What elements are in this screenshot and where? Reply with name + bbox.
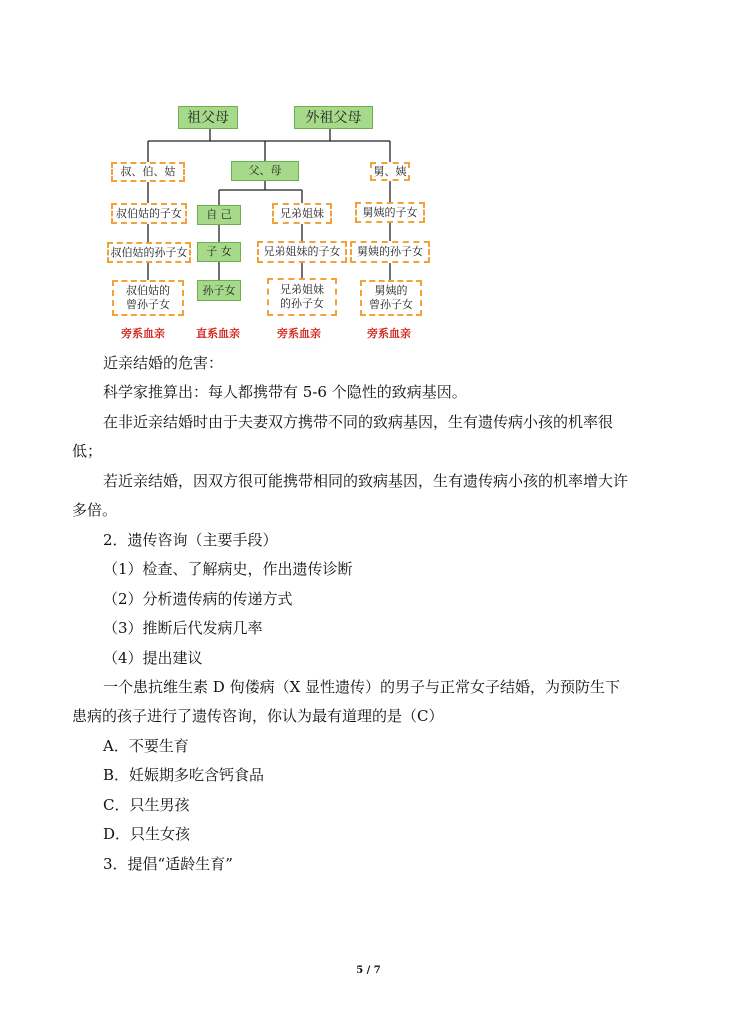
node-maternal-grandparents: 外祖父母 — [294, 106, 373, 129]
node-self: 自 己 — [197, 205, 241, 225]
option-c: C．只生男孩 — [103, 796, 190, 814]
node-maternal-grand-cousins: 舅姨的孙子女 — [350, 241, 430, 263]
question-line-2: 患病的孩子进行了遗传咨询，你认为最有道理的是（C） — [72, 707, 444, 725]
option-d: D．只生女孩 — [103, 825, 191, 843]
paragraph-consanguineous-1: 若近亲结婚，因双方很可能携带相同的致病基因，生有遗传病小孩的机率增大许 — [103, 472, 629, 490]
question-line-1: 一个患抗维生素 D 佝偻病（X 显性遗传）的男子与正常女子结婚，为预防生下 — [103, 678, 621, 696]
node-paternal-grand-cousins: 叔伯姑的孙子女 — [107, 242, 191, 263]
caption-collateral-center: 旁系血亲 — [277, 327, 321, 340]
node-grandchildren: 孙子女 — [197, 280, 241, 301]
node-maternal-cousins: 舅姨的子女 — [355, 202, 425, 223]
node-uncles-aunts-paternal: 叔、伯、姑 — [111, 162, 185, 182]
kinship-diagram — [0, 0, 737, 345]
node-grandparents: 祖父母 — [178, 106, 238, 129]
node-siblings-children: 兄弟姐妹的子女 — [257, 241, 347, 263]
section-genetic-counseling: 2．遗传咨询（主要手段） — [103, 531, 278, 549]
node-siblings: 兄弟姐妹 — [272, 203, 332, 224]
counseling-step-3: （3）推断后代发病几率 — [103, 619, 263, 637]
counseling-step-2: （2）分析遗传病的传递方式 — [103, 590, 293, 608]
counseling-step-1: （1）检查、了解病史，作出遗传诊断 — [103, 560, 353, 578]
caption-lineal: 直系血亲 — [196, 327, 240, 340]
node-siblings-grandchildren: 兄弟姐妹 的孙子女 — [267, 278, 337, 316]
caption-collateral-right: 旁系血亲 — [367, 327, 411, 340]
paragraph-non-consanguineous-1: 在非近亲结婚时由于夫妻双方携带不同的致病基因，生有遗传病小孩的机率很 — [103, 413, 614, 431]
paragraph-consanguineous-2: 多倍。 — [72, 501, 118, 519]
node-maternal-great-grand-cousins: 舅姨的 曾孙子女 — [360, 280, 422, 316]
page-number: 5 / 7 — [356, 965, 381, 976]
paragraph-heading-harm: 近亲结婚的危害： — [103, 354, 224, 372]
option-a: A．不要生育 — [103, 737, 189, 755]
node-paternal-great-grand-cousins: 叔伯姑的 曾孙子女 — [112, 280, 184, 316]
paragraph-non-consanguineous-2: 低； — [72, 442, 103, 460]
node-children: 子 女 — [197, 242, 241, 262]
node-uncles-aunts-maternal: 舅、姨 — [370, 162, 410, 181]
caption-collateral-left: 旁系血亲 — [121, 327, 165, 340]
node-parents: 父、母 — [231, 161, 299, 181]
counseling-step-4: （4）提出建议 — [103, 649, 203, 667]
option-b: B．妊娠期多吃含钙食品 — [103, 766, 265, 784]
section-appropriate-age: 3．提倡“适龄生育” — [103, 855, 233, 873]
node-paternal-cousins: 叔伯姑的子女 — [111, 203, 187, 224]
paragraph-scientist-estimate: 科学家推算出：每人都携带有 5-6 个隐性的致病基因。 — [103, 383, 467, 401]
